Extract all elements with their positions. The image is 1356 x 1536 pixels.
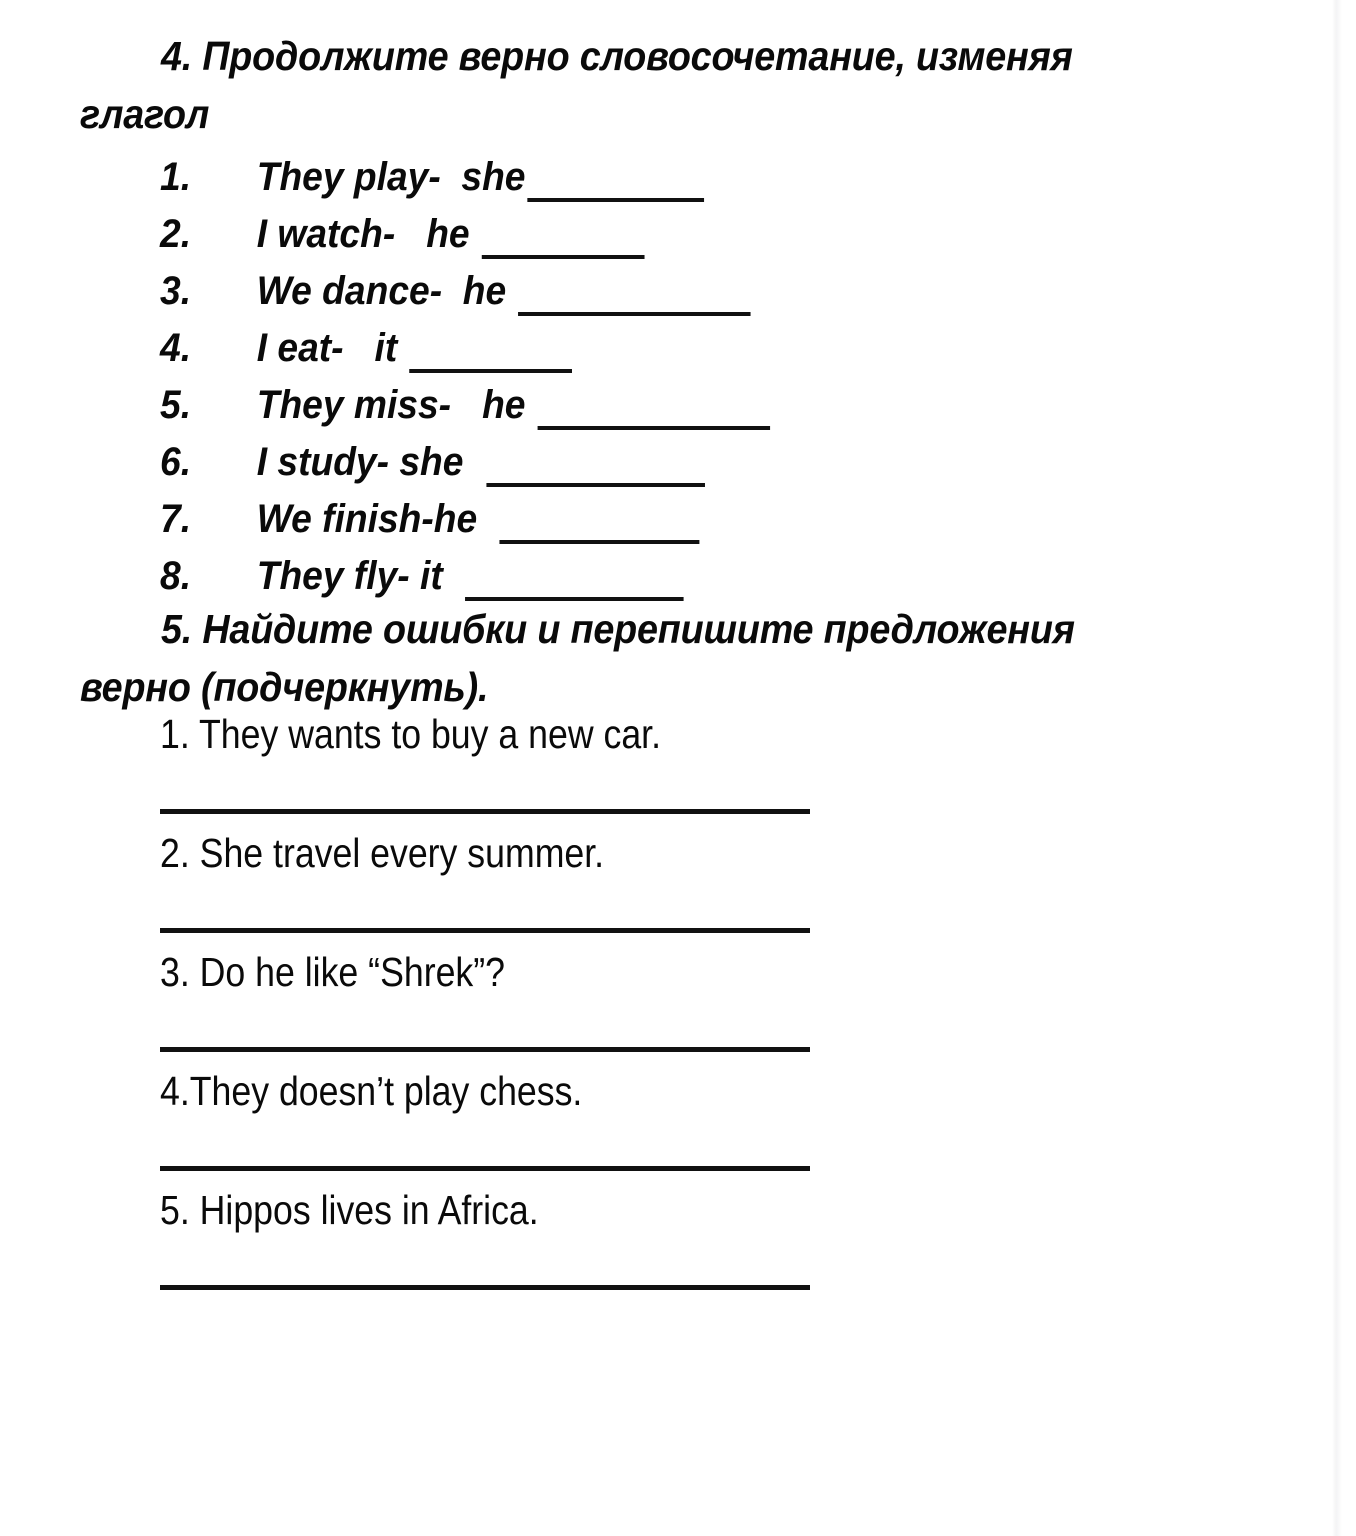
verb-item-number: 5.: [160, 383, 192, 427]
answer-rule[interactable]: [160, 1047, 810, 1052]
sentence-block: [160, 705, 1020, 814]
verb-list-item: [160, 544, 997, 601]
verb-item-number: 3.: [160, 269, 192, 313]
scan-edge-artifact: [1332, 0, 1342, 1536]
verb-list-item: [160, 430, 997, 487]
verb-list-item: [160, 487, 997, 544]
sentence-block: [160, 943, 1020, 1052]
sentence-block: [160, 1181, 1020, 1290]
sentence-block: [160, 824, 1020, 933]
verb-item-number: 8.: [160, 554, 192, 598]
verb-item-text: They fly- it: [256, 554, 464, 598]
verb-item-text: I study- she: [256, 440, 485, 484]
sentence-text: 2. She travel every summer.: [160, 830, 605, 876]
verb-item-text: I eat- it: [256, 326, 408, 370]
task-4-heading: 4. Продолжите верно словосочетание, изменяя глагол: [80, 33, 1073, 137]
sentence-text: 1. They wants to buy a new car.: [160, 711, 661, 757]
verb-list-item: [160, 145, 997, 202]
verb-item-number: 1.: [160, 155, 192, 199]
verb-item-text: We finish-he: [256, 497, 498, 541]
answer-rule[interactable]: [160, 809, 810, 814]
sentence-text: 3. Do he like “Shrek”?: [160, 949, 505, 995]
answer-rule[interactable]: [160, 1285, 810, 1290]
sentence-text: 5. Hippos lives in Africa.: [160, 1187, 539, 1233]
verb-list-item: [160, 259, 997, 316]
sentence-block: [160, 1062, 1020, 1171]
task-5-heading: 5. Найдите ошибки и перепишите предложения верно (подчеркнуть).: [80, 606, 1075, 710]
task-4-verb-list: [160, 145, 1060, 601]
verb-list-item: [160, 373, 997, 430]
sentence-text: 4.They doesn’t play chess.: [160, 1068, 583, 1114]
task-5-sentence-list: [160, 705, 1020, 1300]
verb-item-text: They play- she: [256, 155, 526, 199]
verb-item-number: 6.: [160, 440, 192, 484]
verb-list-item: [160, 202, 997, 259]
verb-item-number: 2.: [160, 212, 192, 256]
verb-item-number: 7.: [160, 497, 192, 541]
verb-item-text: We dance- he: [256, 269, 517, 313]
verb-item-text: I watch- he: [256, 212, 480, 256]
verb-list-item: [160, 316, 997, 373]
answer-rule[interactable]: [160, 1166, 810, 1171]
verb-item-text: They miss- he: [256, 383, 536, 427]
answer-rule[interactable]: [160, 928, 810, 933]
verb-item-number: 4.: [160, 326, 192, 370]
